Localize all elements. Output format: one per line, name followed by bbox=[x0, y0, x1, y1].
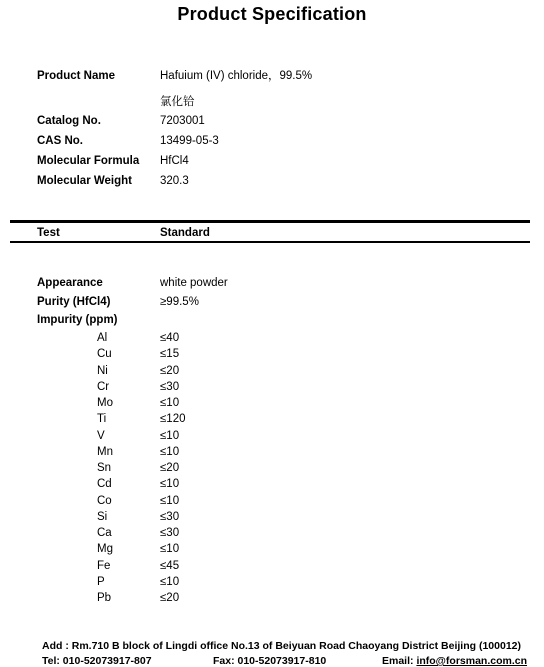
impurity-limit: ≤20 bbox=[160, 364, 180, 377]
footer-email-link[interactable]: info@forsman.com.cn bbox=[416, 655, 528, 667]
impurity-element: Ni bbox=[97, 364, 108, 377]
formula-value: HfCl4 bbox=[160, 155, 189, 167]
impurity-element: Cd bbox=[97, 478, 112, 491]
footer-tel: Tel: 010-52073917-807 bbox=[42, 655, 152, 667]
impurity-limit: ≤10 bbox=[160, 543, 180, 556]
product-name-label: Product Name bbox=[37, 70, 115, 82]
product-chinese-name-row bbox=[0, 93, 544, 111]
impurity-label: Impurity (ppm) bbox=[37, 314, 118, 326]
impurity-element: V bbox=[97, 429, 105, 442]
impurity-element: Cu bbox=[97, 348, 112, 361]
impurity-limit: ≤15 bbox=[160, 348, 180, 361]
footer-address: Add : Rm.710 B block of Lingdi office No.13 of Beiyuan Road Chaoyang District Beijing (100012) bbox=[42, 640, 521, 652]
impurity-element: P bbox=[97, 575, 105, 588]
document-title: Product Specification bbox=[177, 4, 367, 24]
table-top-rule bbox=[10, 220, 530, 223]
formula-label: Molecular Formula bbox=[37, 155, 140, 167]
impurity-limit: ≤10 bbox=[160, 445, 180, 458]
impurity-limit: ≤30 bbox=[160, 380, 180, 393]
appearance-row bbox=[0, 274, 544, 292]
impurity-element: Pb bbox=[97, 592, 112, 604]
impurity-limit: ≤20 bbox=[160, 462, 180, 474]
table-header-rule bbox=[10, 241, 530, 243]
catalog-value: 7203001 bbox=[160, 115, 205, 127]
impurity-limit: ≤10 bbox=[160, 494, 180, 507]
purity-value: ≥99.5% bbox=[160, 296, 199, 308]
footer-email-label: Email: bbox=[382, 655, 417, 667]
cas-value: 13499-05-3 bbox=[160, 135, 219, 147]
impurity-element: Sn bbox=[97, 462, 112, 474]
column-test: Test bbox=[37, 227, 60, 239]
weight-row bbox=[0, 172, 544, 190]
impurity-limit: ≤30 bbox=[160, 510, 180, 523]
impurity-limit: ≤30 bbox=[160, 527, 180, 539]
appearance-value: white powder bbox=[160, 277, 228, 289]
impurity-limit: ≤10 bbox=[160, 397, 180, 409]
product-name-value: Hafuium (IV) chloride，99.5% bbox=[160, 70, 313, 82]
impurity-heading-row bbox=[0, 311, 544, 329]
impurity-element: Al bbox=[97, 332, 108, 344]
purity-label: Purity (HfCl4) bbox=[37, 296, 111, 308]
impurity-row bbox=[0, 589, 544, 607]
impurity-element: Mg bbox=[97, 543, 113, 556]
weight-label: Molecular Weight bbox=[37, 175, 132, 187]
column-standard: Standard bbox=[160, 227, 210, 239]
appearance-label: Appearance bbox=[37, 277, 103, 289]
impurity-element: Co bbox=[97, 494, 112, 507]
catalog-label: Catalog No. bbox=[37, 115, 101, 127]
impurity-element: Mn bbox=[97, 445, 113, 458]
impurity-element: Cr bbox=[97, 380, 110, 393]
cas-row bbox=[0, 132, 544, 150]
product-name-row bbox=[0, 67, 544, 85]
weight-value: 320.3 bbox=[160, 175, 189, 187]
impurity-element: Ti bbox=[97, 413, 107, 426]
impurity-limit: ≤10 bbox=[160, 429, 180, 442]
impurity-element: Si bbox=[97, 510, 108, 523]
footer-email-line bbox=[382, 655, 527, 667]
product-chinese-name: 氯化铪 bbox=[160, 96, 195, 108]
impurity-limit: ≤10 bbox=[160, 478, 180, 491]
catalog-row bbox=[0, 112, 544, 130]
impurity-limit: ≤45 bbox=[160, 559, 180, 572]
purity-row bbox=[0, 293, 544, 311]
impurity-limit: ≤10 bbox=[160, 575, 180, 588]
impurity-element: Mo bbox=[97, 397, 113, 409]
impurity-limit: ≤40 bbox=[160, 332, 180, 344]
cas-label: CAS No. bbox=[37, 135, 83, 147]
footer-fax: Fax: 010-52073917-810 bbox=[213, 655, 327, 667]
impurity-element: Fe bbox=[97, 559, 111, 572]
impurity-limit: ≤120 bbox=[160, 413, 186, 426]
impurity-limit: ≤20 bbox=[160, 592, 180, 604]
table-header bbox=[0, 224, 544, 242]
impurity-element: Ca bbox=[97, 527, 112, 539]
formula-row bbox=[0, 152, 544, 170]
